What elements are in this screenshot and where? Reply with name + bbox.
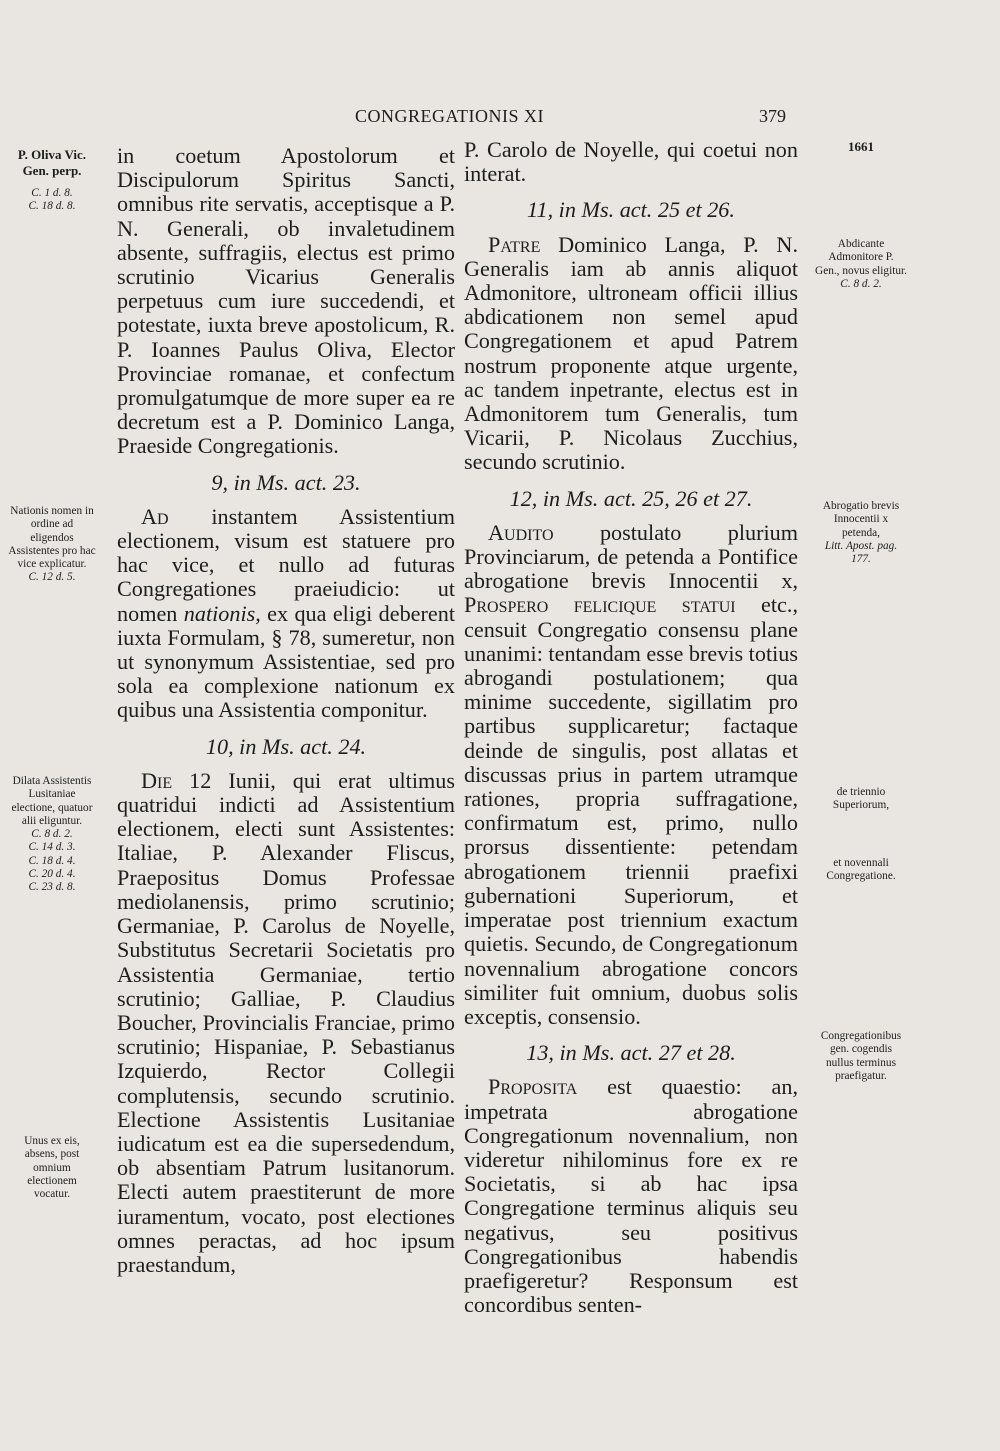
paragraph-10 [117, 769, 455, 1277]
paragraph-13 [464, 1075, 798, 1317]
paragraph-text: postulato plurium Provinciarum, de petenda a Pontifice abrogatione brevis Innocentii x, [464, 519, 798, 594]
initial-word: Ad [141, 503, 169, 529]
margin-reference: C. 23 d. 8. [28, 881, 76, 894]
margin-note-text: Abrogatio brevis Innocentii x petenda, [822, 500, 900, 539]
margin-year [815, 140, 907, 153]
margin-note-text: et novennali Congregatione. [826, 857, 896, 883]
paragraph-11 [464, 233, 798, 475]
margin-note-lusitania [8, 775, 96, 895]
margin-reference: C. 8 d. 2. [31, 828, 73, 841]
paragraph-9 [117, 505, 455, 723]
initial-word: Proposita [488, 1074, 578, 1100]
margin-reference: C. 8 d. 2. [840, 277, 882, 290]
margin-reference: C. 20 d. 4. [28, 868, 76, 881]
emphasis-text: nationis, [183, 600, 261, 626]
left-column [117, 144, 455, 1277]
margin-reference: Litt. Apost. pag. 177. [824, 539, 898, 566]
section-heading-12: 12, in Ms. act. 25, 26 et 27. [509, 485, 753, 511]
initial-word: Die [141, 767, 173, 793]
margin-note-text: Unus ex eis, absens, post omnium electionem vocatur. [24, 1135, 80, 1201]
margin-reference: C. 18 d. 8. [28, 200, 76, 213]
small-caps-text: Prospero felicique statui [464, 592, 736, 618]
margin-note-oliva [8, 147, 96, 214]
paragraph: in coetum Apostolorum et Discipulorum Spiritus Sancti, omnibus rite servatis, acceptisque a P. N. Generali, ob invaletudinem absente, suffragiis, electus est primo scrutinio Vicarius Generalis perpetuus cum iure succedendi, et potestate, iuxta breve apostolicum, R. P. Ioannes Paulus Oliva, Elector Provinciae romanae, et confectum promulgatumque de more super ea re decretum est a P. Dominico Langa, Praeside Congregationis. [117, 143, 455, 459]
paragraph-text: 12 Iunii, qui erat ultimus quatridui indicti ad Assistentium electionem, electi sunt Assistentes: Italiae, P. Alexander Fliscus, Praepositus Domus Professae mediolanensis, primo scrutinio; Germaniae, P. Carolus de Noyelle, Substitutus Secretarii Societatis pro Assistentia Germaniae, tertio scrutinio; Galliae, P. Claudius Boucher, Provincialis Franciae, primo scrutinio; Hispaniae, P. Sebastianus Izquierdo, Rector Collegii complutensis, secundo scrutinio. Electione Assistentis Lusitaniae iudicatum est ea die supersedendum, ob absentiam Patrum lusitanorum. Electi autem praestiterunt de more iuramentum, vocato, post electiones omnes peractas, ad hoc ipsum praestandum, [117, 767, 455, 1277]
paragraph-text: etc., censuit Congregatio consensu plane unanimi: tentandam esse brevis totius abrogandi postulationem; qua minime succedente, sigillatim pro partibus supplicaretur; factaque deinde de singulis, post allatas et discussas prius in partem utramque rationes, propria suffragatione, confirmatum est, primo, nullo prorsus dissentiente: petendam abrogationem triennii praefixi gubernationi Superiorum, et imperatae post triennium exactum quietis. Secundo, de Congregationum novennalium abrogatione concors similiter fuit omnium, duobus solis exceptis, consensio. [464, 592, 798, 1029]
margin-reference: C. 14 d. 3. [28, 841, 76, 854]
margin-note-heading: P. Oliva Vic. Gen. perp. [17, 147, 87, 178]
paragraph-text: Dominico Langa, P. N. Generalis iam ab annis aliquot Admonitore, ultroneam officii illius abdicationem non semel apud Congregationem et apud Patrem nostrum proponente atque urgente, ac tandem inpetrante, electus est in Admonitorem tum Generalis, tum Vicarii, P. Nicolaus Zucchius, secundo scrutinio. [464, 231, 798, 475]
initial-word: Patre [488, 231, 541, 257]
margin-note-terminus [815, 1030, 907, 1083]
paragraph-text: ex qua eligi deberent iuxta Formulam, § 78, sumeretur, non ut synonymum Assistentiae, sed pro sola ea complexione nationum ex quibus una Assistentia componitur. [117, 600, 456, 723]
section-heading-11: 11, in Ms. act. 25 et 26. [527, 197, 735, 223]
margin-note-text: Abdicante Admonitore P. Gen., novus eligitur. [815, 238, 907, 277]
margin-note-triennio [815, 786, 907, 813]
right-column [464, 138, 798, 1317]
margin-note-nationis [8, 505, 96, 585]
paragraph-12 [464, 521, 798, 1029]
margin-note-text: de triennio Superiorum, [832, 786, 890, 812]
margin-note-text: Dilata Assistentis Lusitaniae electione, quatuor alii eliguntur. [11, 775, 93, 827]
paragraph-text: instantem Assistentium electionem, visum est statuere pro hac vice, et nullo ad futuras Congregationes praeiudicio: ut nomen [117, 503, 455, 626]
margin-reference: C. 18 d. 4. [28, 854, 76, 867]
section-heading-9: 9, in Ms. act. 23. [211, 469, 361, 495]
margin-reference: C. 12 d. 5. [28, 571, 76, 584]
year-label: 1661 [848, 139, 874, 154]
section-heading-10: 10, in Ms. act. 24. [205, 733, 367, 759]
paragraph-text: est quaestio: an, impetrata abrogatione Congregationum novennalium, non videretur nihilominus fore ex re Societatis, si ab hac ipsa Congregatione terminus aliquis seu negativus, seu positivus Congregationibus habendis praefigeretur? Responsum est concordibus senten- [464, 1074, 798, 1318]
initial-word: Audito [488, 519, 554, 545]
header-title: CONGREGATIONIS XI [355, 106, 544, 126]
margin-reference: C. 1 d. 8. [31, 187, 73, 199]
margin-note-text: Congregationibus gen. cogendis nullus terminus praefigatur. [820, 1030, 902, 1082]
margin-note-text: Nationis nomen in ordine ad eligendos Assistentes pro hac vice explicatur. [8, 505, 96, 571]
margin-note-admonitor [815, 238, 907, 291]
margin-note-novennali [815, 857, 907, 884]
paragraph: P. Carolo de Noyelle, qui coetui non interat. [464, 137, 798, 187]
section-heading-13: 13, in Ms. act. 27 et 28. [526, 1040, 736, 1066]
margin-note-abrogatio [815, 500, 907, 566]
margin-note-absens [8, 1135, 96, 1201]
page-number: 379 [759, 106, 786, 126]
